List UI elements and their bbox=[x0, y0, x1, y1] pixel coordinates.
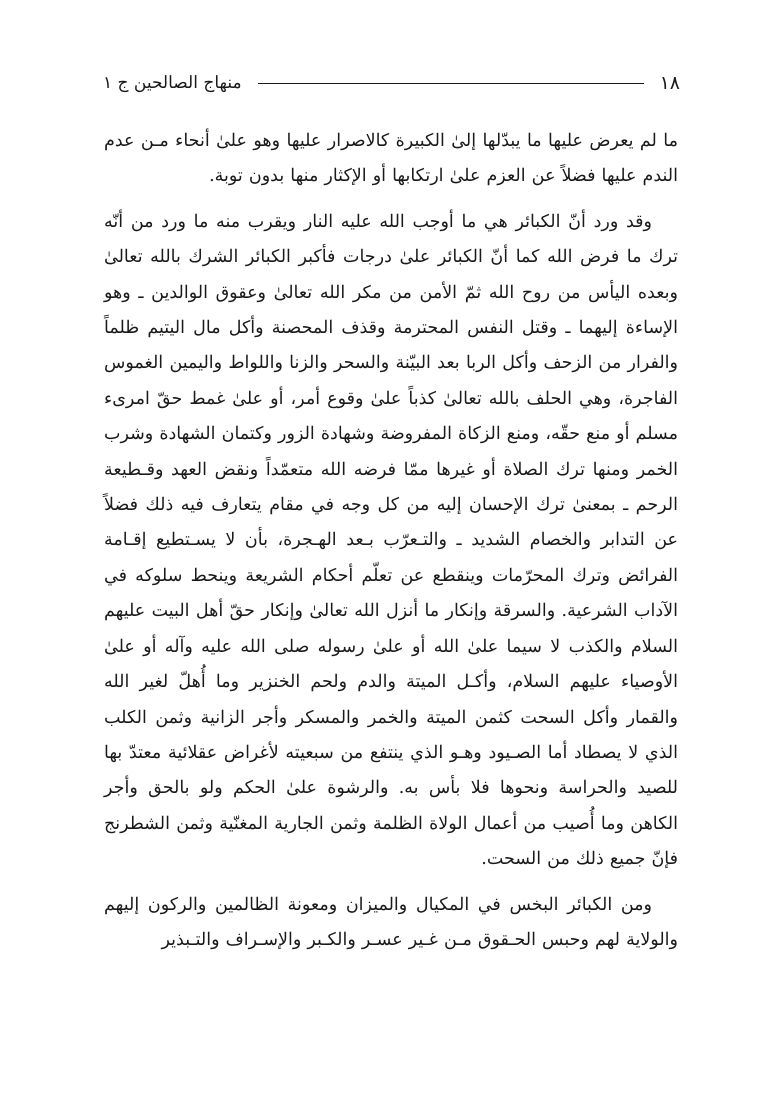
header-rule bbox=[258, 83, 644, 84]
body-text bbox=[104, 124, 678, 958]
paragraph-1: ما لم يعرض عليها ما يبدّلها إلىٰ الكبيرة كالاصرار عليها وهو علىٰ أنحاء مـن عدم الندم عليها فضلاً عن العزم علىٰ ارتكابها أو الإكثار منها بدون توبة. bbox=[104, 131, 678, 187]
page-number: ١٨ bbox=[659, 72, 680, 94]
paragraph-3: ومن الكبائر البخس في المكيال والميزان ومعونة الظالمين والركون إليهم والولاية لهم وحبس الحـقوق مـن غـير عسـر والكـبر والإسـراف والتـبذير bbox=[104, 894, 678, 950]
running-header bbox=[100, 68, 680, 98]
paragraph-2: وقد ورد أنّ الكبائر هي ما أوجب الله عليه النار ويقرب منه ما ورد من أنّه ترك ما فرض الله كما أنّ الكبائر علىٰ درجات فأكبر الكبائر الشرك بالله تعالىٰ وبعده اليأس من روح الله ثمّ الأمن من مكر الله تعالىٰ وعقوق الوالدين ـ وهو الإساءة إليهما ـ وقتل النفس المحترمة وقذف المحصنة وأكل مال اليتيم ظلماً والفرار من الزحف وأكل الربا بعد البيّنة والسحر والزنا واللواط واليمين الغموس الفاجرة، وهي الحلف بالله تعالىٰ كذباً علىٰ وقوع أمر، أو علىٰ غمط حقّ امرىء مسلم أو منع حقّه، ومنع الزكاة المفروضة وشهادة الزور وكتمان الشهادة وشرب الخمر ومنها ترك الصلاة أو غيرها ممّا فرضه الله متعمّداً ونقض العهد وقـطيعة الرحم ـ بمعنىٰ ترك الإحسان إليه من كل وجه في مقام يتعارف فيه ذلك فضلاً عن التدابر والخصام الشديد ـ والتـعرّب بـعد الهـجرة، بأن لا يسـتطيع إقـامة الفرائض وترك المحرّمات وينقطع عن تعلّم أحكام الشريعة وينحط سلوكه في الآداب الشرعية. والسرقة وإنكار ما أنزل الله تعالىٰ وإنكار حقّ أهل البيت عليهم السلام والكذب لا سيما علىٰ الله أو علىٰ رسوله صلى الله عليه وآله أو علىٰ الأوصياء عليهم السلام، وأكـل الميتة والدم ولحم الخنزير وما أُهلّ لغير الله والقمار وأكل السحت كثمن الميتة والخمر والمسكر وأجر الزانية وثمن الكلب الذي لا يصطاد أما الصـيود وهـو الذي ينتفع من سبعيته لأغراض عقلائية معتدّ بها للصيد والحراسة ونحوها فلا بأس به. والرشوة علىٰ الحكم ولو بالحق وأجر الكاهن وما أُصيب من أعمال الولاة الظلمة وثمن الجارية المغنّية وثمن الشطرنج فإنّ جميع ذلك من السحت. bbox=[104, 211, 678, 870]
book-title: منهاج الصالحين ج ١ bbox=[102, 73, 242, 93]
